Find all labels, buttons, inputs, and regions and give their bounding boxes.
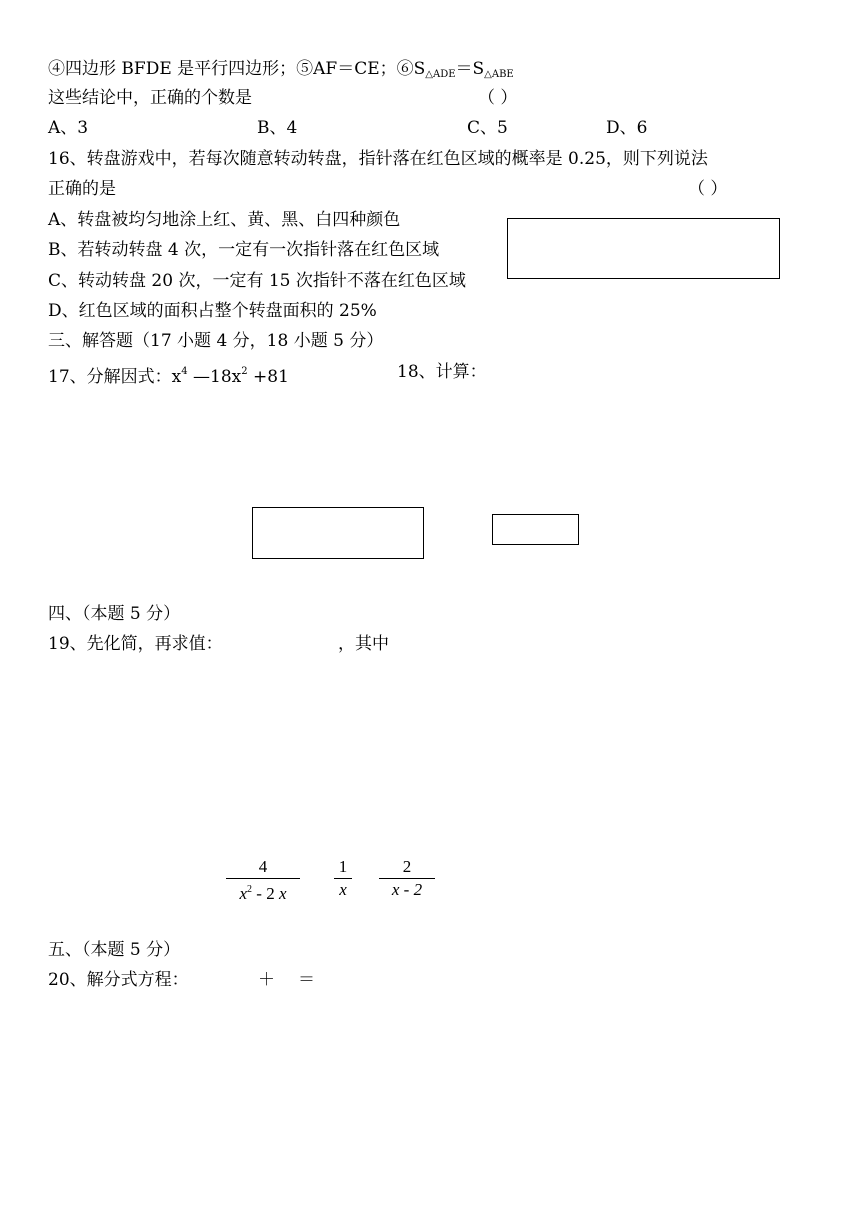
q17-exponent-4: 4 [181, 366, 188, 377]
fraction-1-over-x [334, 857, 352, 900]
section4-heading: 四、（本题 5 分） [48, 604, 181, 624]
q16-option-d: D、红色区域的面积占整个转盘面积的 25% [48, 301, 377, 321]
q19-where: ，其中 [338, 634, 389, 654]
fraction1-bar [226, 878, 300, 879]
q15-option-c: C、5 [467, 118, 508, 138]
fraction-4-over-x2-2x [226, 857, 300, 904]
fraction1-den-x2: x [278, 884, 287, 903]
q15-answer-paren: （ ） [478, 88, 518, 108]
q15-prompt: 这些结论中，正确的个数是 [48, 88, 252, 108]
fraction1-numerator: 4 [258, 857, 268, 876]
q16-stem-line1: 16、转盘游戏中，若每次随意转动转盘，指针落在红色区域的概率是 0.25，则下列说法 [48, 149, 708, 169]
q17-placeholder-box [252, 507, 424, 559]
q15-option-b: B、4 [257, 118, 298, 138]
q17-exponent-2: 2 [241, 366, 248, 377]
fraction3-denominator: x - 2 [391, 880, 423, 899]
fraction2-denominator: x [339, 880, 347, 899]
q15-statements [48, 58, 514, 86]
q15-statements-text: ④四边形 BFDE 是平行四边形；⑤AF＝CE；⑥S [48, 59, 426, 79]
q20-plus-sign: ＋ [258, 970, 275, 990]
q19-label: 19、先化简，再求值： [48, 634, 223, 654]
fraction3-numerator: 2 [402, 857, 412, 876]
q17-prompt [48, 361, 289, 388]
q16-option-b: B、若转动转盘 4 次，一定有一次指针落在红色区域 [48, 240, 440, 260]
q20-label: 20、解分式方程： [48, 970, 189, 990]
fraction3-bar [379, 878, 435, 879]
fraction-2-over-x-2 [379, 857, 435, 900]
fraction1-den-x: x [239, 884, 248, 903]
q18-placeholder-box [492, 514, 579, 545]
equals-s: ＝S [455, 59, 485, 79]
section5-heading: 五、（本题 5 分） [48, 940, 181, 960]
q17-end: +81 [247, 367, 289, 387]
q16-option-c: C、转动转盘 20 次，一定有 15 次指针不落在红色区域 [48, 271, 466, 291]
q17-prefix: 17、分解因式：x [48, 367, 182, 387]
q20-equals-sign: ＝ [298, 970, 315, 990]
q16-option-a: A、转盘被均匀地涂上红、黄、黑、白四种颜色 [48, 210, 401, 230]
fraction1-den-minus: - 2 [252, 884, 279, 903]
fraction1-denominator [226, 880, 300, 904]
q15-option-a: A、3 [48, 118, 89, 138]
subscript-ade: △ADE [425, 69, 456, 80]
subscript-abe: △ABE [484, 69, 514, 80]
q15-option-d: D、6 [606, 118, 648, 138]
fraction2-numerator: 1 [338, 857, 348, 876]
section3-heading: 三、解答题（17 小题 4 分，18 小题 5 分） [48, 331, 384, 351]
q17-middle: —18x [187, 367, 242, 387]
q16-stem-line2: 正确的是 [48, 179, 116, 199]
fraction2-bar [334, 878, 352, 879]
q18-prompt: 18、计算： [397, 362, 487, 382]
fraction1-den-exp: 2 [247, 884, 253, 895]
q16-placeholder-box [507, 218, 780, 279]
q16-answer-paren: （ ） [688, 179, 728, 199]
